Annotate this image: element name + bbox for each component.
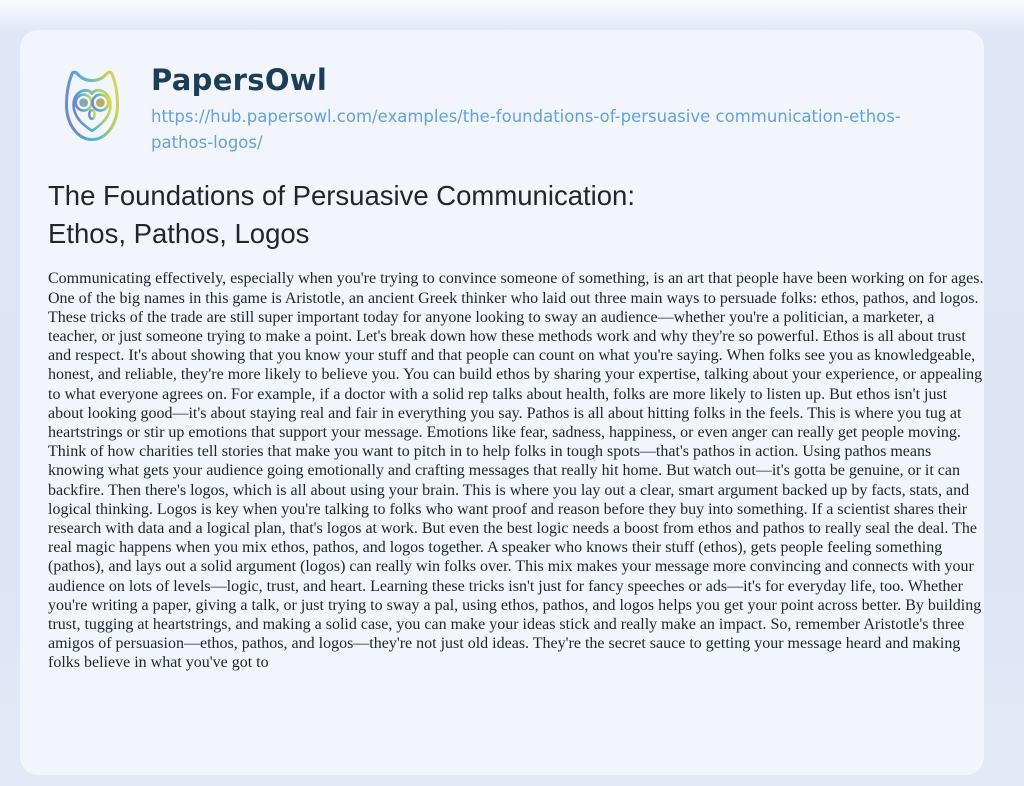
document-card bbox=[20, 30, 984, 775]
papersowl-logo-link[interactable] bbox=[48, 63, 136, 151]
source-url-link[interactable]: https://hub.papersowl.com/examples/the-foundations-of-persuasive communication-ethos-pathos-logos/ bbox=[151, 107, 901, 153]
site-header bbox=[20, 30, 984, 156]
essay-body: Communicating effectively, especially when you're trying to convince someone of something, is an art that people have been working on for ages. One of the big names in this game is Aristotle, an ancient Greek thinker who laid out three main ways to persuade folks: ethos, pathos, and logos. These tricks of the trade are still super important today for anyone looking to sway an audience—whether you're a politician, a marketer, a teacher, or just someone trying to make a point. Let's break down how these methods work and why they're so powerful. Ethos is all about trust and respect. It's about showing that you know your stuff and that people can count on what you're saying. When folks see you as knowledgeable, honest, and reliable, they're more likely to believe you. You can build ethos by sharing your expertise, talking about your experience, or appealing to what everyone agrees on. For example, if a doctor with a solid rep talks about health, folks are more likely to listen up. But ethos isn't just about looking good—it's about staying real and fair in everything you say. Pathos is all about hitting folks in the feels. This is where you tug at heartstrings or stir up emotions that support your message. Emotions like fear, sadness, happiness, or even anger can really get people moving. Think of how charities tell stories that make you want to pitch in to help folks in tough spots—that's pathos in action. Using pathos means knowing what gets your audience going emotionally and crafting messages that really hit home. But watch out—it's gotta be genuine, or it can backfire. Then there's logos, which is all about using your brain. This is where you lay out a clear, smart argument backed up by facts, stats, and logical thinking. Logos is key when you're talking to folks who want proof and reason before they buy into something. If a scientist shares their research with data and a logical plan, that's logos at work. But even the best logic needs a boost from ethos and pathos to really seal the deal. The real magic happens when you mix ethos, pathos, and logos together. A speaker who knows their stuff (ethos), gets people feeling something (pathos), and lays out a solid argument (logos) can really win folks over. This mix makes your message more convincing and connects with your audience on lots of levels—logic, trust, and heart. Learning these tricks isn't just for fancy speeches or ads—it's for everyday life, too. Whether you're writing a paper, giving a talk, or just trying to sway a pal, using ethos, pathos, and logos helps you get your point across better. By building trust, tugging at heartstrings, and making a solid case, you can make your ideas stick and really make an impact. So, remember Aristotle's three amigos of persuasion—ethos, pathos, and logos—they're not just old ideas. They're the secret sauce to getting your message heard and making folks believe in what you've got to bbox=[48, 270, 984, 672]
page-title-line-1: The Foundations of Persuasive Communication: bbox=[48, 180, 635, 212]
brand-name: PapersOwl bbox=[151, 63, 328, 97]
page-title bbox=[48, 177, 956, 253]
brand-block bbox=[151, 63, 946, 156]
page-title-line-2: Ethos, Pathos, Logos bbox=[48, 218, 310, 250]
owl-logo-icon bbox=[48, 138, 136, 155]
